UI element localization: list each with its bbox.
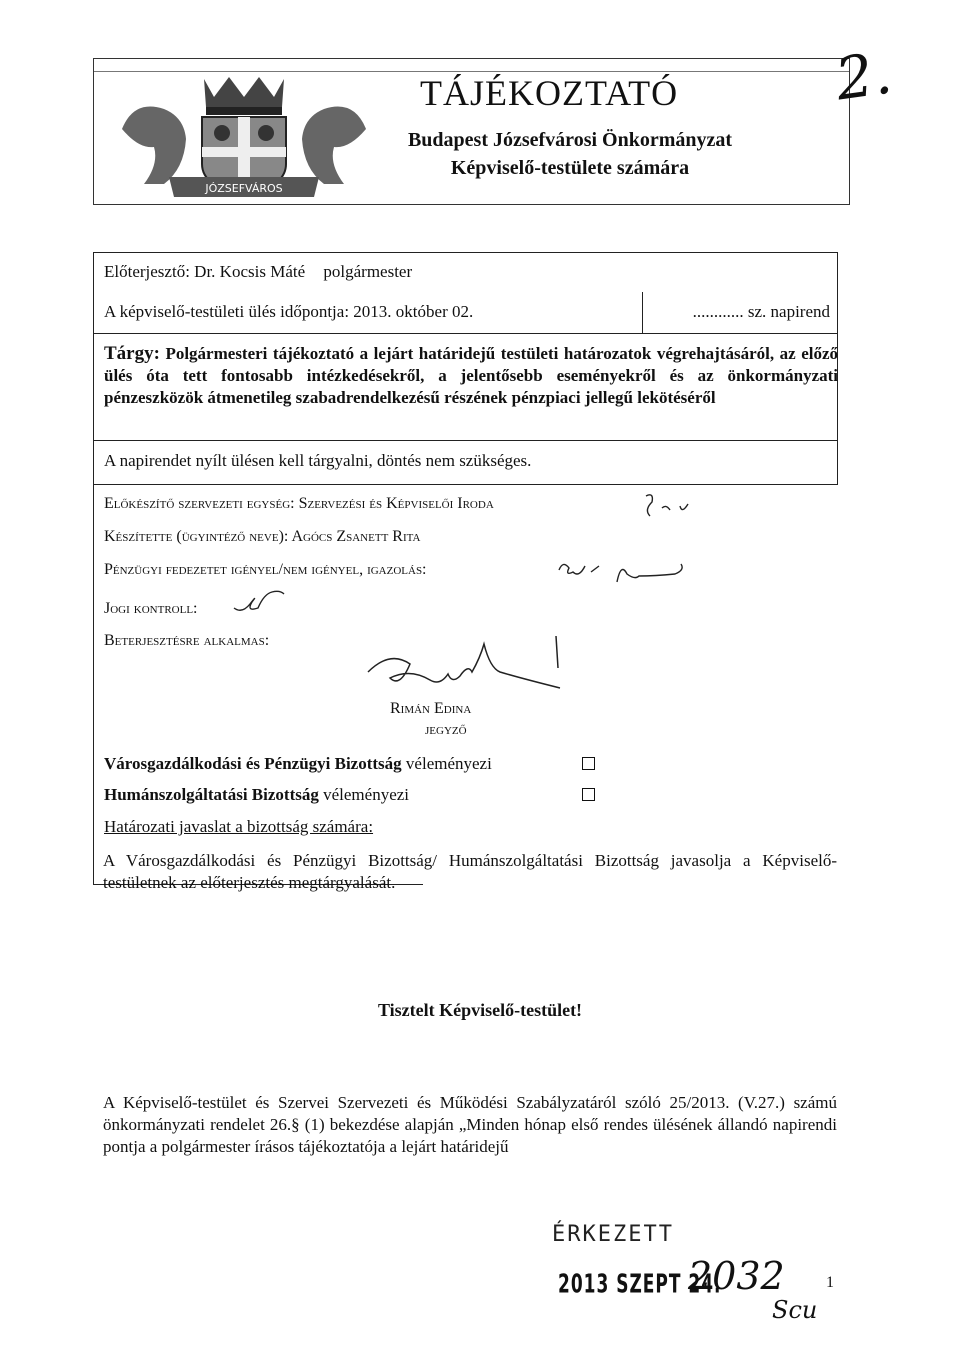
table-right-border	[837, 252, 838, 334]
page-number: 1	[826, 1274, 834, 1291]
signer-name: Rimán Edina	[390, 700, 472, 717]
committee-1-name: Városgazdálkodási és Pénzügyi Bizottság	[104, 754, 402, 773]
agenda-note: A napirendet nyílt ülésen kell tárgyalni, döntés nem szükséges.	[104, 451, 532, 470]
row-divider-1	[93, 333, 838, 334]
note-right-border	[837, 440, 838, 484]
committee-1-checkbox[interactable]	[582, 757, 595, 770]
presenter-role: polgármester	[323, 262, 413, 281]
meeting-date: A képviselő-testületi ülés időpontja: 2013. október 02.	[104, 302, 474, 321]
committee-row-1	[104, 754, 492, 774]
document-subtitle	[370, 126, 770, 182]
committee-row-2	[104, 785, 409, 805]
handwritten-legal-signature	[228, 584, 288, 625]
coat-of-arms	[114, 69, 374, 199]
received-date: 2013 SZEPT 24.	[558, 1270, 722, 1300]
proposal-text: A Városgazdálkodási és Pénzügyi Bizottság/ Humánszolgáltatási Bizottság javasolja a Képviselő-testületnek az előterjesztés megtárgyalását.	[103, 851, 837, 892]
body-paragraph: A Képviselő-testület és Szervei Szervezeti és Működési Szabályzatáról szóló 25/2013. (V.27.) számú önkormányzati rendelet 26.§ (1) bekezdése alapján „Minden hónap első rendes ülésének állandó napirendi pontja a polgármester írásos tájékoztatója a lejárt határidejű	[103, 1093, 837, 1156]
presenter-name: Dr. Kocsis Máté	[194, 262, 306, 281]
ready-for-submission: Beterjesztésre alkalmas:	[104, 632, 270, 649]
row-divider-2	[93, 440, 838, 441]
subtitle-line-2: Képviselő-testülete számára	[450, 157, 690, 179]
subtitle-line-1: Budapest Józsefvárosi Önkormányzat	[407, 129, 733, 151]
greeting: Tisztelt Képviselő-testület!	[377, 1000, 583, 1020]
agenda-cell-divider	[642, 292, 643, 334]
signer-title: jegyző	[425, 721, 467, 738]
committee-2-action: véleményezi	[323, 785, 410, 804]
financial-coverage: Pénzügyi fedezetet igényel/nem igényel, igazolás:	[104, 561, 427, 578]
committee-2-name: Humánszolgáltatási Bizottság	[104, 785, 319, 804]
handwritten-page-marker: 2.	[831, 38, 896, 114]
received-stamp: ÉRKEZETT	[552, 1222, 674, 1247]
proposal-heading: Határozati javaslat a bizottság számára:	[104, 817, 374, 836]
subject-block	[104, 343, 838, 409]
legal-control: Jogi kontroll:	[104, 600, 198, 617]
committee-1-action: véleményezi	[405, 754, 492, 773]
subject-text: Polgármesteri tájékoztató a lejárt határidejű testületi határozatok végrehajtásáról, az előző ülés óta tett fontosabb intézkedésekről, a jelentősebb eseményekről és az önkormányzati pénzeszközök átmenetileg szabadrendelkezésű részének pénzpiaci jellegű lekötéséről	[104, 344, 839, 407]
preparing-unit: Előkészítő szervezeti egység: Szervezési és Képviselői Iroda	[104, 495, 494, 512]
document-title: TÁJÉKOZTATÓ	[420, 73, 679, 113]
presenter-label: Előterjesztő:	[104, 262, 190, 281]
committee-2-checkbox[interactable]	[582, 788, 595, 801]
handwritten-finance-signature	[555, 552, 715, 597]
presenter-row	[104, 262, 412, 282]
handwritten-initials: Scu	[772, 1296, 818, 1324]
prepared-by: Készítette (ügyintéző neve): Agócs Zsanett Rita	[104, 528, 421, 545]
agenda-number: ............ sz. napirend	[692, 302, 830, 321]
subject-label: Tárgy:	[104, 343, 160, 364]
table-left-border	[93, 252, 94, 885]
table-top-border	[93, 252, 838, 253]
row-divider-3	[93, 484, 838, 485]
crest-banner-text: JÓZSEFVÁROS	[205, 182, 283, 195]
handwritten-registration-number: 2032	[688, 1254, 785, 1298]
handwritten-initials-unit	[640, 492, 700, 528]
